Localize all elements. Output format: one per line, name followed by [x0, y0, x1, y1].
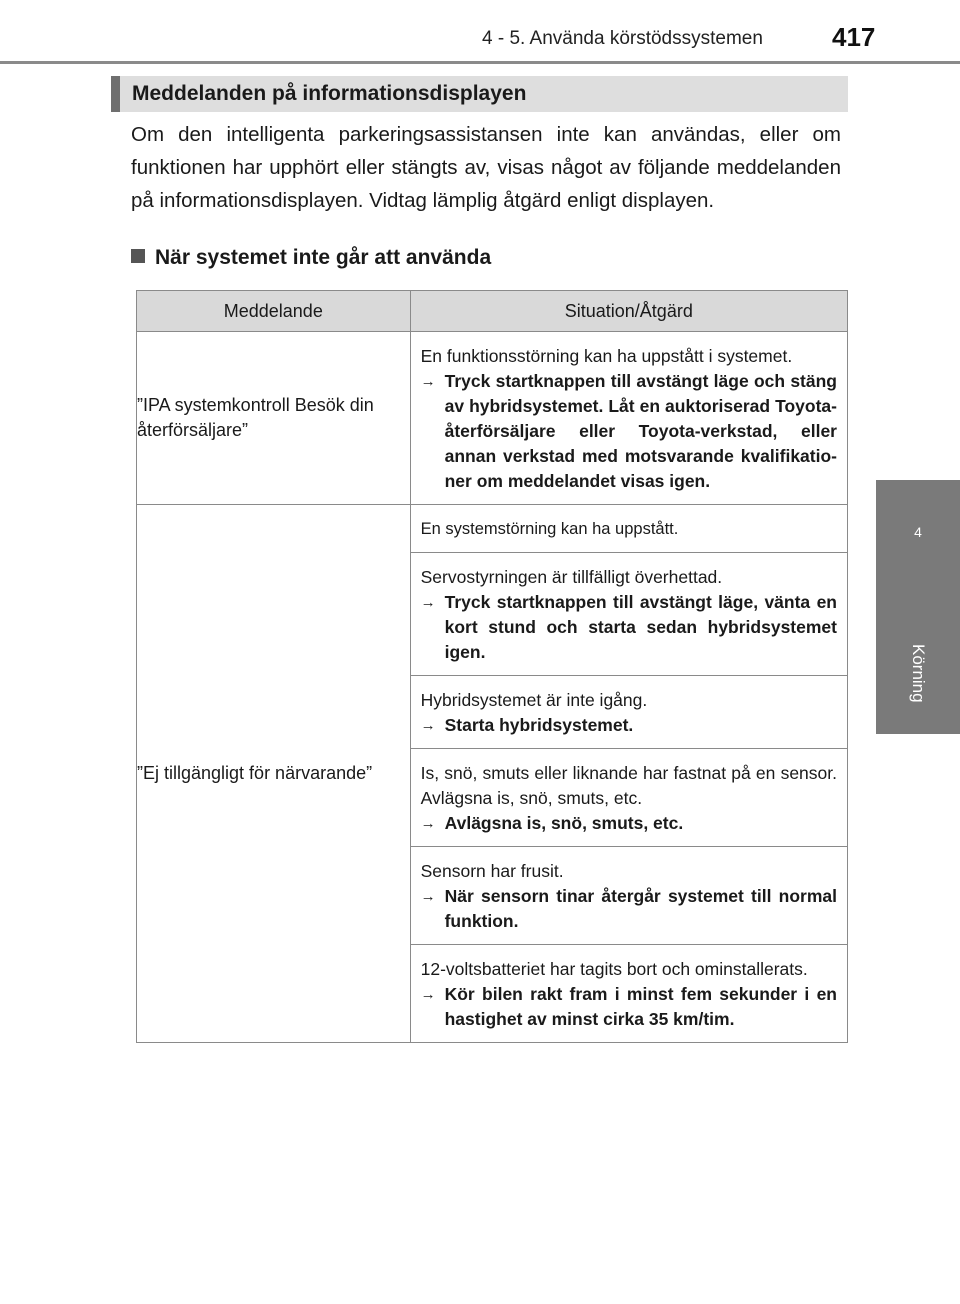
situation-text: En funktionsstörning kan ha uppstått i systemet. [420, 346, 793, 366]
table-row [137, 332, 848, 505]
message-cell: ”IPA systemkontroll Besök din återförsäljare” [137, 332, 411, 505]
subheading-text: När systemet inte går att använda [155, 246, 492, 269]
situation-item [411, 332, 847, 504]
situation-text: Servostyrningen är tillfälligt överhettad. [420, 567, 723, 587]
table-header-row [137, 291, 848, 332]
section-heading-bar [111, 76, 848, 112]
situation-item [411, 675, 847, 748]
action-line [421, 982, 837, 1032]
action-line [421, 811, 837, 836]
arrow-right-icon: → [420, 373, 436, 390]
situation-item [411, 505, 847, 552]
arrow-right-icon: → [420, 888, 436, 905]
section-title: Meddelanden på informationsdisplayen [132, 82, 527, 105]
square-bullet-icon [131, 249, 145, 263]
running-header: 4 - 5. Använda körstödssystemen [482, 28, 763, 49]
situation-item [411, 944, 847, 1042]
situation-text: 12-voltsbatteriet har tagits bort och ominstallerats. [420, 959, 808, 979]
action-line [421, 590, 837, 665]
action-text: Avlägsna is, snö, smuts, etc. [444, 813, 684, 833]
subheading [131, 246, 491, 270]
arrow-right-icon: → [420, 815, 436, 832]
situation-item [411, 846, 847, 944]
situation-item [411, 748, 847, 846]
message-table [136, 290, 848, 1043]
table-row [137, 505, 848, 1043]
situation-text: Is, snö, smuts eller liknande har fastnat på en sensor. Avlägsna is, snö, smuts, etc. [420, 763, 837, 808]
action-line [421, 369, 837, 494]
action-text: Tryck startknappen till avstängt läge och stäng av hybridsystemet. Låt en auktoriserad Toyota-återförsäljare eller Toyota-verkstad, eller annan verkstad med motsvarande kvalifikationer om meddelandet visas igen. [444, 371, 837, 491]
action-text: Kör bilen rakt fram i minst fem sekunder i en hastighet av minst cirka 35 km/tim. [444, 984, 837, 1029]
situation-cell [410, 505, 847, 1043]
message-cell: ”Ej tillgängligt för närvarande” [137, 505, 411, 1043]
column-header-message: Meddelande [137, 291, 411, 332]
action-text: Tryck startknappen till avstängt läge, vänta en kort stund och starta sedan hybridsystemet igen. [444, 592, 837, 662]
action-text: Starta hybridsystemet. [444, 715, 634, 735]
arrow-right-icon: → [420, 717, 436, 734]
column-header-situation: Situation/Åtgärd [410, 291, 847, 332]
arrow-right-icon: → [420, 594, 436, 611]
arrow-right-icon: → [420, 986, 436, 1003]
intro-paragraph: Om den intelligenta parkeringsassistansen inte kan användas, eller om funktionen har upphört eller stängts av, visas något av följande meddelanden på informationsdisplayen. Vidtag lämplig åtgärd enligt displayen. [131, 123, 841, 212]
action-text: När sensorn tinar återgår systemet till normal funktion. [444, 886, 837, 931]
chapter-number: 4 [914, 524, 922, 540]
situation-text: Sensorn har frusit. [420, 861, 564, 881]
header-rule [0, 61, 960, 64]
action-line [421, 713, 837, 738]
page-number: 417 [832, 22, 876, 52]
situation-item [411, 552, 847, 675]
action-line [421, 884, 837, 934]
situation-cell [410, 332, 847, 505]
chapter-label: Körning [909, 644, 928, 703]
situation-text: En systemstörning kan ha uppstått. [420, 520, 679, 538]
situation-text: Hybridsystemet är inte igång. [420, 690, 648, 710]
chapter-tab [876, 480, 960, 734]
